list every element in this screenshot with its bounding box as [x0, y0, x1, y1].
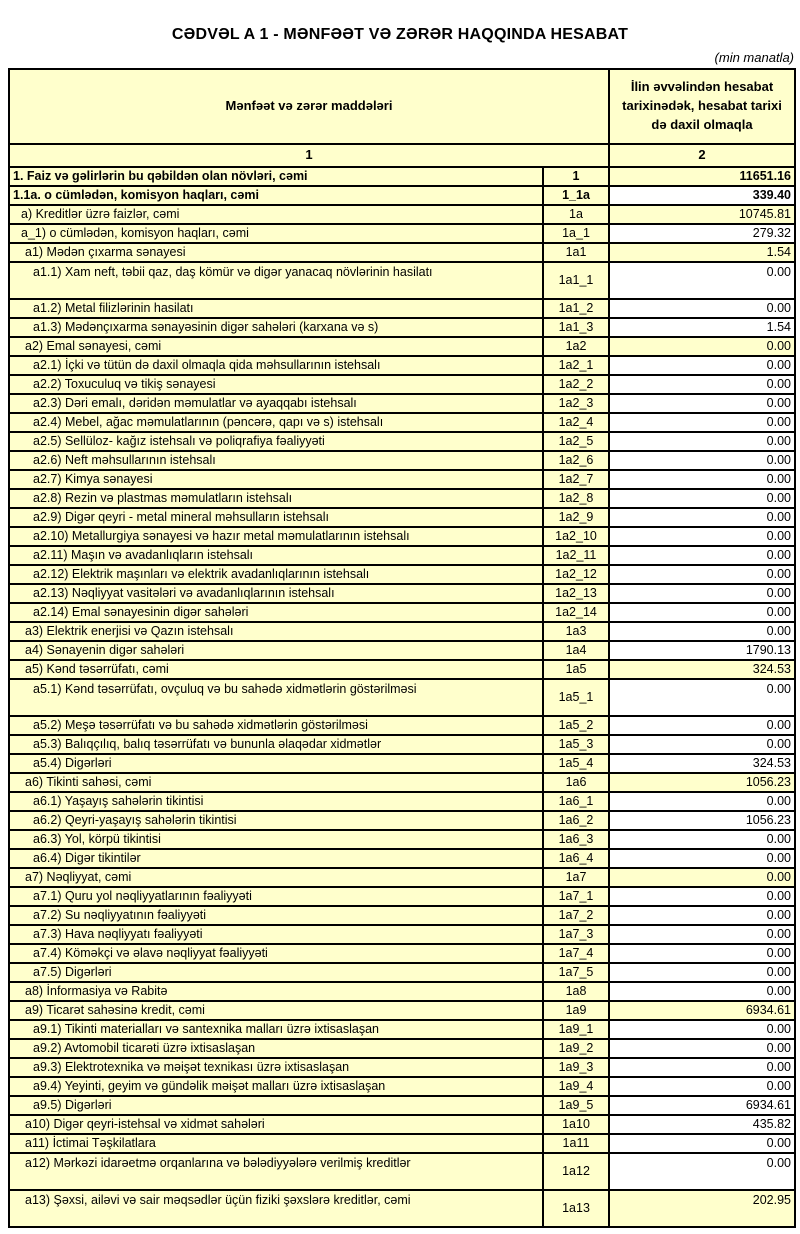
item-value-cell: 0.00: [609, 868, 795, 887]
item-code-cell: 1a9_5: [543, 1096, 609, 1115]
item-value-cell: 0.00: [609, 262, 795, 299]
item-label-cell: a2.5) Sellüloz- kağız istehsalı və poliqrafiya fəaliyyəti: [9, 432, 543, 451]
table-row: [9, 811, 795, 830]
item-value-cell: 0.00: [609, 925, 795, 944]
table-row: [9, 1134, 795, 1153]
item-code-cell: 1a9_3: [543, 1058, 609, 1077]
item-value-cell: 0.00: [609, 337, 795, 356]
item-label-cell: a4) Sənayenin digər sahələri: [9, 641, 543, 660]
item-value-cell: 1.54: [609, 243, 795, 262]
item-code-cell: 1a6_2: [543, 811, 609, 830]
table-row: [9, 1039, 795, 1058]
item-code-cell: 1a2_7: [543, 470, 609, 489]
item-label-cell: a5.2) Meşə təsərrüfatı və bu sahədə xidmətlərin göstərilməsi: [9, 716, 543, 735]
table-row: [9, 963, 795, 982]
item-label-cell: a2.2) Toxuculuq və tikiş sənayesi: [9, 375, 543, 394]
item-code-cell: 1a2_13: [543, 584, 609, 603]
table-row: [9, 1190, 795, 1227]
table-row: [9, 584, 795, 603]
item-code-cell: 1a1: [543, 243, 609, 262]
item-label-cell: a12) Mərkəzi idarəetmə orqanlarına və bələdiyyələrə verilmiş kreditlər: [9, 1153, 543, 1190]
item-value-cell: 0.00: [609, 982, 795, 1001]
item-code-cell: 1a2_5: [543, 432, 609, 451]
table-row: [9, 356, 795, 375]
item-code-cell: 1a2_14: [543, 603, 609, 622]
item-value-cell: 0.00: [609, 963, 795, 982]
item-code-cell: 1a2_1: [543, 356, 609, 375]
item-value-cell: 6934.61: [609, 1001, 795, 1020]
table-row: [9, 413, 795, 432]
item-value-cell: 0.00: [609, 565, 795, 584]
item-value-cell: 0.00: [609, 584, 795, 603]
table-row: [9, 1115, 795, 1134]
table-row: [9, 660, 795, 679]
item-label-cell: a1.2) Metal filizlərinin hasilatı: [9, 299, 543, 318]
item-value-cell: 0.00: [609, 1020, 795, 1039]
item-label-cell: a2.6) Neft məhsullarının istehsalı: [9, 451, 543, 470]
table-row: [9, 489, 795, 508]
table-row: [9, 1020, 795, 1039]
table-row: [9, 318, 795, 337]
item-value-cell: 0.00: [609, 1077, 795, 1096]
item-code-cell: 1a5_3: [543, 735, 609, 754]
item-code-cell: 1a4: [543, 641, 609, 660]
table-row: [9, 565, 795, 584]
item-code-cell: 1a7_4: [543, 944, 609, 963]
item-code-cell: 1a_1: [543, 224, 609, 243]
item-value-cell: 0.00: [609, 622, 795, 641]
item-label-cell: a6.4) Digər tikintilər: [9, 849, 543, 868]
item-value-cell: 0.00: [609, 546, 795, 565]
item-label-cell: 1.1a. o cümlədən, komisyon haqları, cəmi: [9, 186, 543, 205]
table-row: [9, 1096, 795, 1115]
table-row: [9, 830, 795, 849]
item-label-cell: a6.2) Qeyri-yaşayış sahələrin tikintisi: [9, 811, 543, 830]
item-label-cell: a) Kreditlər üzrə faizlər, cəmi: [9, 205, 543, 224]
item-label-cell: a1) Mədən çıxarma sənayesi: [9, 243, 543, 262]
item-value-cell: 0.00: [609, 792, 795, 811]
item-value-cell: 0.00: [609, 489, 795, 508]
item-code-cell: 1a8: [543, 982, 609, 1001]
item-label-cell: a6.1) Yaşayış sahələrin tikintisi: [9, 792, 543, 811]
table-row: [9, 982, 795, 1001]
table-row: [9, 451, 795, 470]
item-code-cell: 1a2_12: [543, 565, 609, 584]
item-label-cell: a9.1) Tikinti materialları və santexnika malları üzrə ixtisaslaşan: [9, 1020, 543, 1039]
item-code-cell: 1a5_1: [543, 679, 609, 716]
item-label-cell: a9.5) Digərləri: [9, 1096, 543, 1115]
item-code-cell: 1a2_8: [543, 489, 609, 508]
item-value-cell: 0.00: [609, 451, 795, 470]
item-code-cell: 1a5_4: [543, 754, 609, 773]
item-value-cell: 0.00: [609, 394, 795, 413]
item-label-cell: a1.1) Xam neft, təbii qaz, daş kömür və digər yanacaq növlərinin hasilatı: [9, 262, 543, 299]
table-row: [9, 1153, 795, 1190]
value-column-header: İlin əvvəlindən hesabat tarixinədək, hesabat tarixi də daxil olmaqla: [609, 69, 795, 144]
table-row: [9, 167, 795, 186]
item-value-cell: 0.00: [609, 830, 795, 849]
item-label-cell: a10) Digər qeyri-istehsal və xidmət sahələri: [9, 1115, 543, 1134]
item-code-cell: 1a9_1: [543, 1020, 609, 1039]
table-row: [9, 262, 795, 299]
table-row: [9, 394, 795, 413]
item-code-cell: 1a6: [543, 773, 609, 792]
item-label-cell: a2.7) Kimya sənayesi: [9, 470, 543, 489]
item-code-cell: 1a1_3: [543, 318, 609, 337]
table-row: [9, 868, 795, 887]
table-row: [9, 432, 795, 451]
item-value-cell: 1790.13: [609, 641, 795, 660]
table-row: [9, 299, 795, 318]
item-value-cell: 1.54: [609, 318, 795, 337]
item-value-cell: 202.95: [609, 1190, 795, 1227]
item-label-cell: a2.4) Mebel, ağac məmulatlarının (pəncərə, qapı və s) istehsalı: [9, 413, 543, 432]
item-code-cell: 1a1_1: [543, 262, 609, 299]
table-row: [9, 754, 795, 773]
item-code-cell: 1a11: [543, 1134, 609, 1153]
item-value-cell: 0.00: [609, 1153, 795, 1190]
item-label-cell: a5) Kənd təsərrüfatı, cəmi: [9, 660, 543, 679]
item-code-cell: 1_1a: [543, 186, 609, 205]
item-label-cell: a9.4) Yeyinti, geyim və gündəlik məişət malları üzrə ixtisaslaşan: [9, 1077, 543, 1096]
item-label-cell: a2.8) Rezin və plastmas məmulatların istehsalı: [9, 489, 543, 508]
item-value-cell: 0.00: [609, 906, 795, 925]
item-value-cell: 0.00: [609, 944, 795, 963]
item-value-cell: 11651.16: [609, 167, 795, 186]
item-label-cell: a5.4) Digərləri: [9, 754, 543, 773]
item-code-cell: 1a9_2: [543, 1039, 609, 1058]
item-code-cell: 1a2_11: [543, 546, 609, 565]
table-row: [9, 679, 795, 716]
item-label-cell: a7.4) Köməkçi və əlavə nəqliyyat fəaliyyəti: [9, 944, 543, 963]
table-row: [9, 622, 795, 641]
table-row: [9, 906, 795, 925]
item-label-cell: a2.1) İçki və tütün də daxil olmaqla qida məhsullarının istehsalı: [9, 356, 543, 375]
item-label-cell: a7.3) Hava nəqliyyatı fəaliyyəti: [9, 925, 543, 944]
item-code-cell: 1a2_4: [543, 413, 609, 432]
table-row: [9, 375, 795, 394]
item-value-cell: 0.00: [609, 1039, 795, 1058]
item-code-cell: 1a5_2: [543, 716, 609, 735]
value-column-number: 2: [609, 144, 795, 167]
item-value-cell: 0.00: [609, 887, 795, 906]
item-label-cell: a2.12) Elektrik maşınları və elektrik avadanlıqlarının istehsalı: [9, 565, 543, 584]
item-code-cell: 1a10: [543, 1115, 609, 1134]
item-code-cell: 1a7: [543, 868, 609, 887]
item-value-cell: 339.40: [609, 186, 795, 205]
column-number-row: [9, 144, 795, 167]
item-value-cell: 1056.23: [609, 773, 795, 792]
item-code-cell: 1a7_2: [543, 906, 609, 925]
item-value-cell: 0.00: [609, 735, 795, 754]
table-row: [9, 773, 795, 792]
table-row: [9, 1077, 795, 1096]
unit-note: (min manatla): [714, 50, 794, 65]
table-row: [9, 925, 795, 944]
item-value-cell: 0.00: [609, 432, 795, 451]
items-column-number: 1: [9, 144, 609, 167]
item-value-cell: 0.00: [609, 849, 795, 868]
item-code-cell: 1a6_3: [543, 830, 609, 849]
page-title: CƏDVƏL A 1 - MƏNFƏƏT VƏ ZƏRƏR HAQQINDA HESABAT: [171, 26, 629, 43]
item-value-cell: 0.00: [609, 679, 795, 716]
table-row: [9, 735, 795, 754]
item-value-cell: 6934.61: [609, 1096, 795, 1115]
item-label-cell: 1. Faiz və gəlirlərin bu qəbildən olan növləri, cəmi: [9, 167, 543, 186]
item-label-cell: a5.3) Balıqçılıq, balıq təsərrüfatı və bununla əlaqədar xidmətlər: [9, 735, 543, 754]
table-row: [9, 1058, 795, 1077]
item-value-cell: 1056.23: [609, 811, 795, 830]
item-label-cell: a9.3) Elektrotexnika və məişət texnikası üzrə ixtisaslaşan: [9, 1058, 543, 1077]
table-row: [9, 1001, 795, 1020]
item-value-cell: 10745.81: [609, 205, 795, 224]
items-column-header: Mənfəət və zərər maddələri: [9, 69, 609, 144]
table-row: [9, 792, 795, 811]
item-value-cell: 0.00: [609, 299, 795, 318]
table-header-row: [9, 69, 795, 144]
item-code-cell: 1a6_4: [543, 849, 609, 868]
item-label-cell: a6) Tikinti sahəsi, cəmi: [9, 773, 543, 792]
table-row: [9, 470, 795, 489]
item-label-cell: a7.2) Su nəqliyyatının fəaliyyəti: [9, 906, 543, 925]
item-code-cell: 1a2_2: [543, 375, 609, 394]
item-code-cell: 1a7_5: [543, 963, 609, 982]
table-row: [9, 716, 795, 735]
item-label-cell: a7.5) Digərləri: [9, 963, 543, 982]
item-code-cell: 1a7_1: [543, 887, 609, 906]
item-code-cell: 1a2_3: [543, 394, 609, 413]
item-label-cell: a_1) o cümlədən, komisyon haqları, cəmi: [9, 224, 543, 243]
table-row: [9, 546, 795, 565]
item-label-cell: a2.13) Nəqliyyat vasitələri və avadanlıqlarının istehsalı: [9, 584, 543, 603]
item-value-cell: 0.00: [609, 375, 795, 394]
item-label-cell: a8) İnformasiya və Rabitə: [9, 982, 543, 1001]
table-row: [9, 603, 795, 622]
item-label-cell: a2.9) Digər qeyri - metal mineral məhsulların istehsalı: [9, 508, 543, 527]
item-label-cell: a2.3) Dəri emalı, dəridən məmulatlar və ayaqqabı istehsalı: [9, 394, 543, 413]
item-code-cell: 1a3: [543, 622, 609, 641]
item-code-cell: 1a13: [543, 1190, 609, 1227]
item-value-cell: 0.00: [609, 527, 795, 546]
item-value-cell: 0.00: [609, 1058, 795, 1077]
item-label-cell: a6.3) Yol, körpü tikintisi: [9, 830, 543, 849]
item-value-cell: 0.00: [609, 603, 795, 622]
item-value-cell: 0.00: [609, 508, 795, 527]
item-code-cell: 1a9: [543, 1001, 609, 1020]
item-code-cell: 1a1_2: [543, 299, 609, 318]
item-value-cell: 435.82: [609, 1115, 795, 1134]
item-value-cell: 0.00: [609, 413, 795, 432]
item-value-cell: 324.53: [609, 660, 795, 679]
table-row: [9, 243, 795, 262]
item-value-cell: 279.32: [609, 224, 795, 243]
item-code-cell: 1a2: [543, 337, 609, 356]
item-label-cell: a9) Ticarət sahəsinə kredit, cəmi: [9, 1001, 543, 1020]
table-row: [9, 508, 795, 527]
item-code-cell: 1a6_1: [543, 792, 609, 811]
item-code-cell: 1a: [543, 205, 609, 224]
item-label-cell: a2.11) Maşın və avadanlıqların istehsalı: [9, 546, 543, 565]
item-label-cell: a7.1) Quru yol nəqliyyatlarının fəaliyyəti: [9, 887, 543, 906]
item-value-cell: 0.00: [609, 470, 795, 489]
table-row: [9, 849, 795, 868]
item-label-cell: a7) Nəqliyyat, cəmi: [9, 868, 543, 887]
item-value-cell: 324.53: [609, 754, 795, 773]
table-row: [9, 641, 795, 660]
table-row: [9, 944, 795, 963]
item-value-cell: 0.00: [609, 356, 795, 375]
table-body: [9, 167, 795, 1227]
table-row: [9, 527, 795, 546]
item-label-cell: a13) Şəxsi, ailəvi və sair məqsədlər üçün fiziki şəxslərə kreditlər, cəmi: [9, 1190, 543, 1227]
item-label-cell: a9.2) Avtomobil ticarəti üzrə ixtisaslaşan: [9, 1039, 543, 1058]
item-code-cell: 1a2_6: [543, 451, 609, 470]
item-value-cell: 0.00: [609, 1134, 795, 1153]
table-row: [9, 224, 795, 243]
profit-loss-table: [8, 68, 796, 1228]
item-label-cell: a11) İctimai Təşkilatlara: [9, 1134, 543, 1153]
item-label-cell: a2.14) Emal sənayesinin digər sahələri: [9, 603, 543, 622]
item-code-cell: 1a2_10: [543, 527, 609, 546]
item-code-cell: 1a7_3: [543, 925, 609, 944]
table-row: [9, 205, 795, 224]
item-code-cell: 1a2_9: [543, 508, 609, 527]
item-value-cell: 0.00: [609, 716, 795, 735]
table-row: [9, 337, 795, 356]
table-row: [9, 887, 795, 906]
item-label-cell: a5.1) Kənd təsərrüfatı, ovçuluq və bu sahədə xidmətlərin göstərilməsi: [9, 679, 543, 716]
item-label-cell: a2.10) Metallurgiya sənayesi və hazır metal məmulatlarının istehsalı: [9, 527, 543, 546]
table-row: [9, 186, 795, 205]
item-code-cell: 1: [543, 167, 609, 186]
item-code-cell: 1a12: [543, 1153, 609, 1190]
item-label-cell: a3) Elektrik enerjisi və Qazın istehsalı: [9, 622, 543, 641]
item-label-cell: a1.3) Mədənçıxarma sənayəsinin digər sahələri (karxana və s): [9, 318, 543, 337]
item-code-cell: 1a5: [543, 660, 609, 679]
item-code-cell: 1a9_4: [543, 1077, 609, 1096]
item-label-cell: a2) Emal sənayesi, cəmi: [9, 337, 543, 356]
